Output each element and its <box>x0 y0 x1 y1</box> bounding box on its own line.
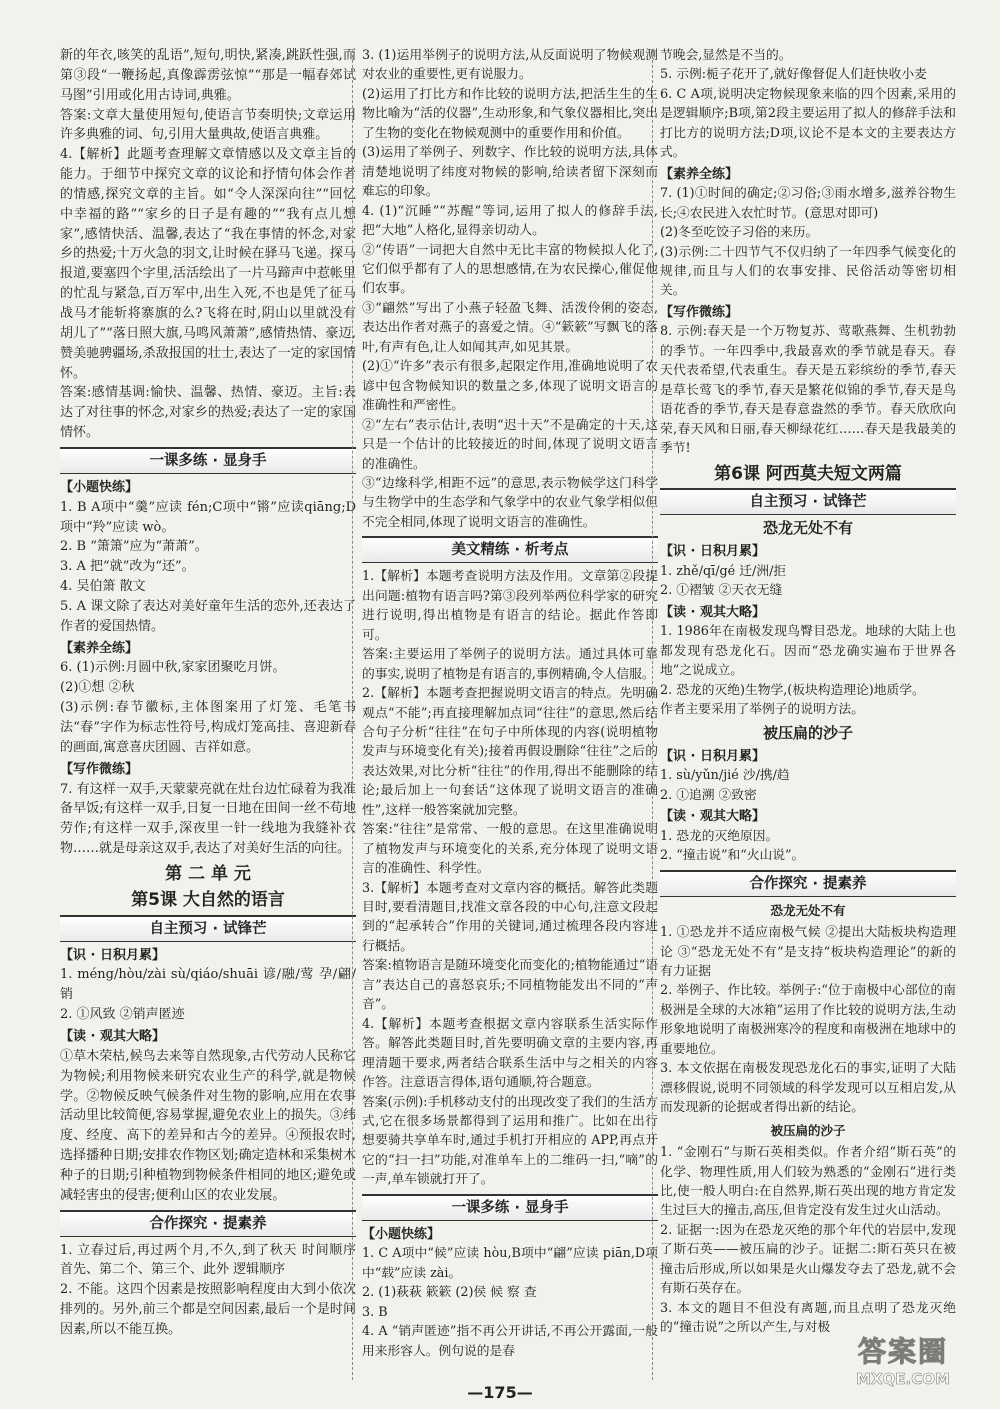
column-middle <box>362 46 658 1361</box>
paragraph: 1. 恐龙的灭绝原因。 <box>660 828 779 844</box>
subsection-label: 【写作微练】 <box>660 304 739 320</box>
paragraph: 1. méng/hòu/zài sù/qiáo/shuāi 谚/融/莺 孕/翩/销 <box>60 967 356 1003</box>
paragraph: ③“翩然”写出了小燕子轻盈飞舞、活泼伶俐的姿态,表达出作者对燕子的喜爱之情。④“簌簌”写飘飞的落叶,有声有色,让人如闻其声,如见其景。 <box>362 300 658 355</box>
paragraph: 2. 不能。这四个因素是按照影响程度由大到小依次排列的。另外,前三个都是空间因素,最后一个是时间因素,所以不能互换。 <box>60 1282 356 1337</box>
subsection-label: 【素养全练】 <box>660 166 739 182</box>
section-banner: 合作探究 · 提素养 <box>60 1210 356 1237</box>
subsection-label: 【读 · 观其大略】 <box>60 1028 165 1044</box>
section-banner: 一课多练 · 显身手 <box>362 1194 658 1221</box>
paragraph: 答案:植物语言是随环境变化而变化的;植物能通过“语言”表达自己的喜怒哀乐;不同植物能发出不同的“声音”。 <box>362 958 658 1013</box>
paragraph: 4. 吴伯箫 散文 <box>60 579 146 595</box>
paragraph: 新的年衣,咳笑的乱语”,短句,明快,紧凑,跳跃性强,而第③段“一鞭扬起,真像霹雳弦惊”“那是一幅春郊试马图”引用或化用古诗词,典雅。 <box>60 48 356 103</box>
paragraph: ①草木荣枯,候鸟去来等自然现象,古代劳动人民称它为物候;利用物候来研究农业生产的科学,就是物候学。②物候反映气候条件对生物的影响,应用在农事活动里比较简便,容易掌握,避免农业上的损失。③纬度、经度、高下的差异和古今的差异。④预报农时,选择播种日期;安排农作物区划;确定造林和采集树木种子的日期;引种植物到物候条件相同的地区;避免或减轻害虫的侵害;便利山区的农业发展。 <box>60 1048 356 1203</box>
column-left <box>60 46 356 1340</box>
paragraph: 1. 1986年在南极发现鸟臀目恐龙。地球的大陆上也都发现有恐龙化石。因而“恐龙确实遍布于世界各地”之说成立。 <box>660 624 956 679</box>
section-banner: 合作探究 · 提素养 <box>660 870 956 897</box>
paragraph: 3. (1)运用举例子的说明方法,从反面说明了物候观测对农业的重要性,更有说服力。 <box>362 48 658 83</box>
paragraph: 2. ①褶皱 ②天衣无缝 <box>660 583 783 599</box>
paragraph: 2. 举例子、作比较。举例子:“位于南极中心部位的南极洲是全球的大冰箱”运用了作比较的说明方法,生动形象地说明了南极洲寒冷的程度和南极洲在地球中的重要地位。 <box>660 983 956 1057</box>
paragraph: ③“边缘科学,相距不远”的意思,表示物候学这门科学与生物学中的生态学和气象学中的农业气象学相似但不完全相同,体现了说明文语言的准确性。 <box>362 475 658 530</box>
paragraph: (3)示例:二十四节气不仅归纳了一年四季气候变化的规律,而且与人们的农事安排、民俗活动等密切相关。 <box>660 244 956 299</box>
paragraph: 1.【解析】本题考查说明方法及作用。文章第②段提出问题:植物有语言吗?第③段列举两位科学家的研究进行说明,得出植物是有语言的结论。据此作答即可。 <box>362 569 658 643</box>
paragraph: (2)运用了打比方和作比较的说明方法,把活生生的生物比喻为“活的仪器”,生动形象,和气象仪器相比,突出了生物的变化在物候观测中的重要作用和价值。 <box>362 86 658 141</box>
paragraph: 1. 立春过后,再过两个月,不久,到了秋天 时间顺序 首先、第二个、第三个、此外 逻辑顺序 <box>60 1242 356 1278</box>
article-subheading: 被压扁的沙子 <box>770 1122 846 1138</box>
paragraph: (2)①“许多”表示有很多,起限定作用,准确地说明了农谚中包含物候知识的数量之多,体现了说明文语言的准确性和严密性。 <box>362 359 658 414</box>
column-divider <box>352 50 353 1380</box>
paragraph: ②“传语”一词把大自然中无比丰富的物候拟人化了,它们似乎都有了人的思想感情,在为农民操心,催促他们农事。 <box>362 242 658 297</box>
paragraph: 3.【解析】本题考查对文章内容的概括。解答此类题目时,要看清题目,找准文章各段的中心句,注意文段起到的“起承转合”作用的关键词,通过梳理各段内容进行概括。 <box>362 880 658 954</box>
subsection-label: 【素养全练】 <box>60 640 139 656</box>
paragraph: 1. zhě/qī/gé 迁/洲/拒 <box>660 563 787 579</box>
paragraph: 2. ①追溯 ②致密 <box>660 787 757 803</box>
paragraph: 5. A 课文除了表达对美好童年生活的恋外,还表达了作者的爱国热情。 <box>60 598 356 634</box>
lesson-title: 第 二 单 元 <box>165 863 251 884</box>
section-banner: 美文精练 · 析考点 <box>362 536 658 563</box>
paragraph: 6. C A项,说明决定物候现象来临的四个因素,采用的是逻辑顺序;B项,第2段主要运用了拟人的修辞手法和打比方的说明方法;D项,议论不是本文的主要表达方式。 <box>660 86 956 161</box>
section-banner: 一课多练 · 显身手 <box>60 447 356 474</box>
paragraph: 1. sù/yǔn/jié 沙/携/趋 <box>660 768 790 784</box>
paragraph: (3)运用了举例子、列数字、作比较的说明方法,具体清楚地说明了纬度对物候的影响,给读者留下深刻而难忘的印象。 <box>362 145 658 200</box>
paragraph: 答案:“往往”是常常、一般的意思。在这里准确说明了植物发声与环境变化的关系,充分体现了说明文语言的准确性、科学性。 <box>362 822 658 877</box>
page-number: —175— <box>467 1383 533 1402</box>
paragraph: 2. ①风致 ②销声匿迹 <box>60 1007 185 1023</box>
paragraph: 3. 本文依据在南极发现恐龙化石的事实,证明了大陆漂移假说,说明不同领域的科学发现可以互相启发,从而发现新的论据或者得出新的结论。 <box>660 1061 956 1116</box>
paragraph: 答案(示例):手机移动支付的出现改变了我们的生活方式,它在很多场景都得到了运用和推广。比如在出行想要骑共享单车时,通过手机打开相应的 APP,再点开它的“扫一扫”功能,对准单车上的二维码一扫,“嘀”的一声,单车锁就打开了。 <box>362 1094 658 1188</box>
watermark-url: MXQE.COM <box>856 1370 950 1388</box>
section-banner: 自主预习 · 试锋芒 <box>60 915 356 942</box>
paragraph: (2)①想 ②秋 <box>60 680 135 696</box>
paragraph: 1. ①恐龙并不适应南极气候 ②提出大陆板块构造理论 ③“恐龙无处不有”是支持“板块构造理论”的新的有力证据 <box>660 925 956 980</box>
paragraph: 2.【解析】本题考查把握说明文语言的特点。先明确观点“不能”;再直接理解加点词“往往”的意思,然后结合句子分析“往往”在句子中所体现的内容(说明植物发声与环境变化有关);接着再假设删除“往往”之后的表达效果,对比分析“往往”的作用,得出不能删除的结论;最后加上一句套话“这体现了说明文语言的准确性”,这样一般答案就加完整。 <box>362 686 658 818</box>
paragraph: 2. 恐龙的灭绝)生物学,(板块构造理论)地质学。 <box>660 682 925 698</box>
paragraph: 1. B A项中“羹”应读 fén;C项中“锵”应读qiāng;D项中“羚”应读 wò。 <box>60 499 356 535</box>
paragraph: 节晚会,显然是不当的。 <box>660 48 792 63</box>
subsection-label: 【写作微练】 <box>60 761 139 777</box>
article-subheading: 恐龙无处不有 <box>770 902 846 918</box>
paragraph: (2)冬至吃饺子习俗的来历。 <box>660 225 819 241</box>
paragraph: 1. C A项中“候”应读 hòu,B项中“翩”应读 piān,D项中“载”应读 zài。 <box>362 1246 658 1281</box>
paragraph: 7. (1)①时间的确定;②习俗;③雨水增多,滋养谷物生长;④农民进入农忙时节。(意思对即可) <box>660 186 956 221</box>
watermark-logo: 答案圈 <box>857 1335 948 1368</box>
watermark <box>818 1330 988 1396</box>
paragraph: 7. 有这样一双手,天蒙蒙亮就在灶台边忙碌着为我准备早饭;有这样一双手,日复一日地在田间一丝不苟地劳作;有这样一双手,深夜里一针一线地为我缝补衣物……就是母亲这双手,表达了对美好生活的向往。 <box>60 781 356 857</box>
paragraph: 5. 示例:栀子花开了,就好像督促人们赶快收小麦 <box>660 67 927 83</box>
subsection-label: 【小题快练】 <box>362 1226 441 1242</box>
column-right <box>660 46 956 1338</box>
paragraph: 8. 示例:春天是一个万物复苏、莺歌燕舞、生机勃勃的季节。一年四季中,我最喜欢的季节就是春天。春天代表希望,代表重生。春天是五彩缤纷的季节,春天是草长莺飞的季节,春天是繁花似锦的季节,春天是鸟语花香的季节,春天是春意盎然的季节。春天欣欣向荣,春天风和日丽,春天柳绿花红……春天是我最美的季节! <box>660 324 956 457</box>
paragraph: ②“左右”表示估计,表明“迟十天”不是确定的十天,这只是一个估计的比较接近的时间,体现了说明文语言的准确性。 <box>362 417 658 472</box>
subsection-label: 【读 · 观其大略】 <box>660 604 765 620</box>
paragraph: 3. A 把“就”改为“还”。 <box>60 559 195 575</box>
paragraph: 2. 证据一:因为在恐龙灭绝的那个年代的岩层中,发现了斯石英——被压扁的沙子。证据二:斯石英只在被撞击后形成,所以如果是火山爆发夺去了恐龙,就不会有斯石英存在。 <box>660 1222 956 1297</box>
lesson-title: 第5课 大自然的语言 <box>131 889 285 910</box>
paragraph: 2. (1)萩萩 簌簌 (2)侯 候 察 查 <box>362 1285 537 1301</box>
paragraph: 2. “撞击说”和“火山说”。 <box>660 848 805 864</box>
subsection-label: 【识 · 日积月累】 <box>660 748 765 764</box>
paragraph: 4.【解析】本题考查根据文章内容联系生活实际作答。解答此类题目时,首先要明确文章的主要内容,再理清题干要求,两者结合联系生活中与之相关的内容作答。注意语言得体,语句通顺,符合题意。 <box>362 1016 658 1091</box>
subsection-label: 【读 · 观其大略】 <box>660 809 765 825</box>
subsection-label: 【识 · 日积月累】 <box>660 544 765 560</box>
article-title: 恐龙无处不有 <box>762 518 853 537</box>
paragraph: 答案:主要运用了举例子的说明方法。通过具体可靠的事实,说明了植物是有语言的,事例精确,令人信服。 <box>362 647 658 682</box>
paragraph: 1. “金刚石”与斯石英相类似。作者介绍“斯石英”的化学、物理性质,用人们较为熟悉的“金刚石”进行类比,使一般人明白:在自然界,斯石英出现的地方肯定发生过巨大的撞击,高压,但肯定没有发生过火山活动。 <box>660 1145 956 1219</box>
subsection-label: 【小题快练】 <box>60 479 139 495</box>
paragraph: 6. (1)示例:月圆中秋,家家团聚吃月饼。 <box>60 660 286 676</box>
subsection-label: 【识 · 日积月累】 <box>60 947 165 963</box>
paragraph: 2. B “箫箫”应为“萧萧”。 <box>60 539 208 555</box>
paragraph: 答案:文章大量使用短句,使语言节奏明快;文章运用许多典雅的词、句,引用大量典故,使语言典雅。 <box>60 107 356 143</box>
paragraph: 4.【解析】此题考查理解文章情感以及文章主旨的能力。于细节中探究文章的议论和抒情句体会作者的情感,探究文章的主旨。如“令人深深向往”“回忆中幸福的路”“家乡的日子是有趣的”“我有点儿想家”,感情快活、温馨,表达了“我在事情的怀念,对家乡的热爱;十万火急的羽文,让时候在驿马飞递。探马报道,要塞四个字里,活活绘出了一片马蹄声中惹帐里的忙乱与紧急,百万军中,出生入死,不也是凭了征马战马才能斩将寨旗的么?飞将在时,阴山以里就没有胡儿了”“落日照大旗,马鸣风萧萧”,感情热情、豪迈,赞美驰骋疆场,杀敌报国的壮士,表达了一定的家国情怀。 <box>60 147 356 381</box>
article-title: 被压扁的沙子 <box>762 723 853 742</box>
paragraph: 3. 本文的题目不但没有离题,而且点明了恐龙灭绝的“撞击说”之所以产生,与对极 <box>660 1300 956 1336</box>
lesson-title: 第6课 阿西莫夫短文两篇 <box>714 463 902 484</box>
paragraph: 4. A “销声匿迹”指不再公开讲话,不再公开露面,一般用来形容人。例句说的是春 <box>362 1324 658 1359</box>
paragraph: 作者主要采用了举例子的说明方法。 <box>660 702 864 718</box>
paragraph: 4. (1)“沉睡”“苏醒”等词,运用了拟人的修辞手法,把“大地”人格化,显得亲切动人。 <box>362 203 658 239</box>
column-divider <box>652 50 653 1380</box>
paragraph: (3)示例:春节徽标,主体图案用了灯笼、毛笔书法“春”字作为标志性符号,构成灯笼高挂、喜迎新春的画面,寓意喜庆团圆、吉祥如意。 <box>60 700 356 755</box>
section-banner: 自主预习 · 试锋芒 <box>660 488 956 515</box>
paragraph: 3. B <box>362 1304 388 1320</box>
paragraph: 答案:感情基调:愉快、温馨、热情、豪迈。主旨:表达了对往事的怀念,对家乡的热爱;表达了一定的家国情怀。 <box>60 385 356 441</box>
